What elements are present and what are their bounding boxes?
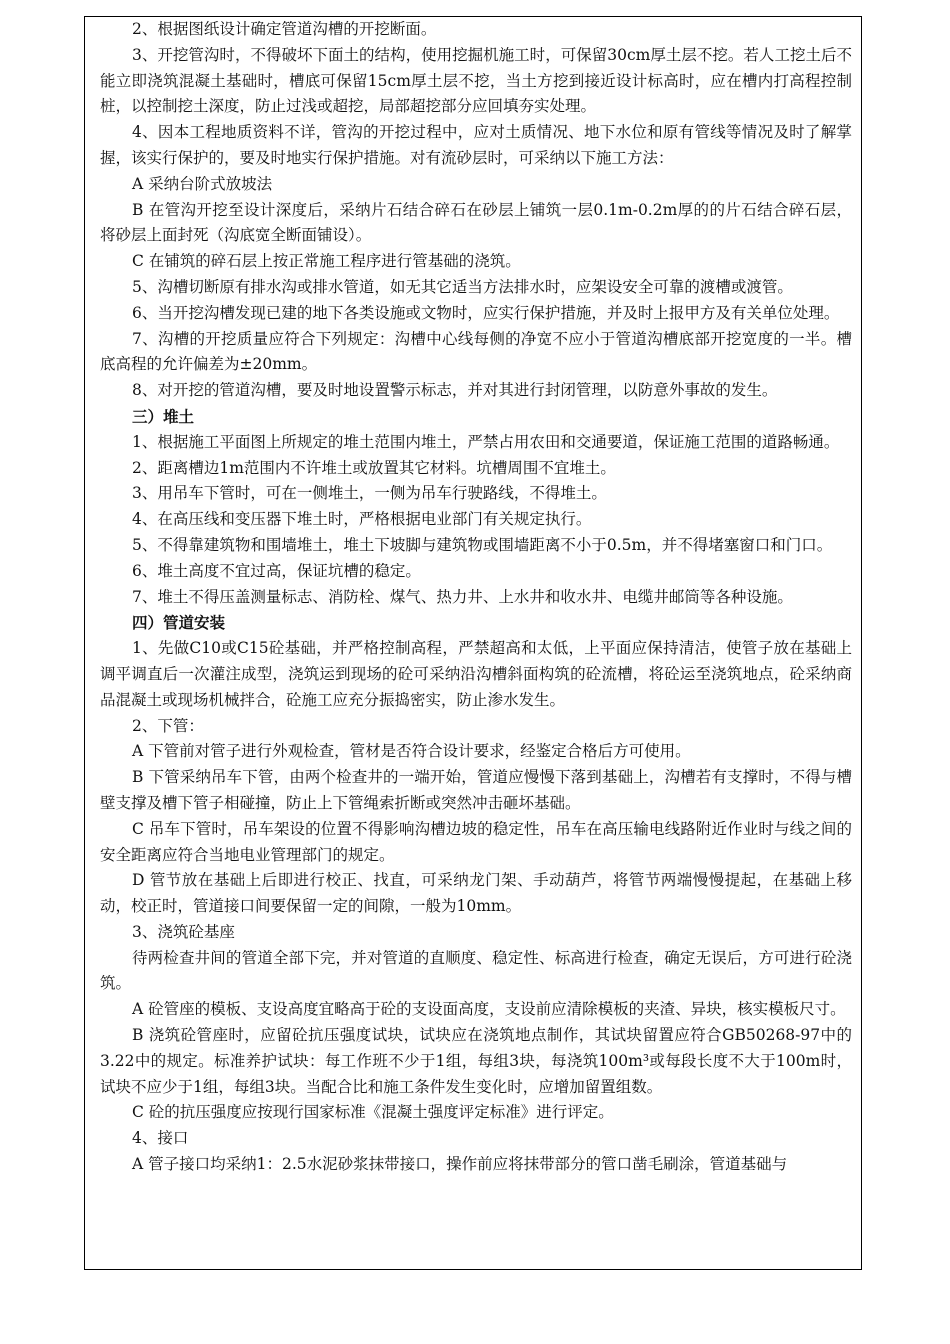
paragraph: 8、对开挖的管道沟槽，要及时地设置警示标志，并对其进行封闭管理，以防意外事故的发生。 <box>132 381 778 400</box>
paragraph: 1、根据施工平面图上所规定的堆土范围内堆土，严禁占用农田和交通要道，保证施工范围的道路畅通。 <box>132 432 840 451</box>
paragraph: 2、下管： <box>132 716 204 735</box>
paragraph: 1、先做C10或C15砼基础，并严格控制高程，严禁超高和太低，上平面应保持清洁，使管子放在基础上调平调直后一次灌注成型，浇筑运到现场的砼可采纳沿沟槽斜面构筑的砼流槽，将砼运至浇筑地点，砼采纳商品混凝土或现场机械拌合，砼施工应充分振捣密实，防止渗水发生。 <box>100 639 852 709</box>
paragraph: 3、浇筑砼基座 <box>132 922 235 941</box>
paragraph: C 吊车下管时，吊车架设的位置不得影响沟槽边坡的稳定性，吊车在高压输电线路附近作业时与线之间的安全距离应符合当地电业管理部门的规定。 <box>100 819 852 864</box>
paragraph: 5、沟槽切断原有排水沟或排水管道，如无其它适当方法排水时，应架设安全可靠的渡槽或渡管。 <box>132 277 793 296</box>
paragraph: A 管子接口均采纳1：2.5水泥砂浆抹带接口，操作前应将抹带部分的管口凿毛刷涂，管道基础与 <box>132 1155 788 1174</box>
paragraph: D 管节放在基础上后即进行校正、找直，可采纳龙门架、手动葫芦，将管节两端慢慢提起，在基础上移动，校正时，管道接口间要保留一定的间隙，一般为10mm。 <box>100 871 852 916</box>
paragraph: A 采纳台阶式放坡法 <box>132 174 273 193</box>
section-heading: 四）管道安装 <box>132 613 226 633</box>
paragraph: 4、在高压线和变压器下堆土时，严格根据电业部门有关规定执行。 <box>132 510 592 529</box>
document-body <box>100 17 852 1178</box>
paragraph: A 下管前对管子进行外观检查，管材是否符合设计要求，经鉴定合格后方可使用。 <box>132 742 691 761</box>
paragraph: B 下管采纳吊车下管，由两个检查井的一端开始，管道应慢慢下落到基础上，沟槽若有支撑时，不得与槽壁支撑及槽下管子相碰撞，防止上下管绳索折断或突然冲击砸坏基础。 <box>100 768 852 812</box>
paragraph: B 浇筑砼管座时，应留砼抗压强度试块，试块应在浇筑地点制作，其试块留置应符合GB50268-97中的3.22中的规定。标准养护试块：每工作班不少于1组，每组3块，每浇筑100m³或每段长度不大于100m时，试块不应少于1组，每组3块。当配合比和施工条件发生变化时，应增加留置组数。 <box>100 1026 852 1096</box>
paragraph: 4、接口 <box>132 1129 189 1148</box>
paragraph: 6、堆土高度不宜过高，保证坑槽的稳定。 <box>132 561 421 580</box>
paragraph: 待两检查井间的管道全部下完，并对管道的直顺度、稳定性、标高进行检查，确定无误后，方可进行砼浇筑。 <box>100 948 852 993</box>
paragraph: C 在铺筑的碎石层上按正常施工程序进行管基础的浇筑。 <box>132 252 521 271</box>
paragraph: 7、堆土不得压盖测量标志、消防栓、煤气、热力井、上水井和收水井、电缆井邮筒等各种设施。 <box>132 587 793 606</box>
paragraph: 2、距离槽边1m范围内不许堆土或放置其它材料。坑槽周围不宜堆土。 <box>132 458 616 477</box>
paragraph: A 砼管座的模板、支设高度宜略高于砼的支设面高度，支设前应清除模板的夹渣、异块，核实模板尺寸。 <box>132 1000 846 1019</box>
paragraph: 2、根据图纸设计确定管道沟槽的开挖断面。 <box>132 20 437 38</box>
section-heading: 三）堆土 <box>132 406 195 426</box>
paragraph: C 砼的抗压强度应按现行国家标准《混凝土强度评定标准》进行评定。 <box>132 1103 614 1122</box>
paragraph: 4、因本工程地质资料不详，管沟的开挖过程中，应对土质情况、地下水位和原有管线等情况及时了解掌握，该实行保护的，要及时地实行保护措施。对有流砂层时，可采纳以下施工方法： <box>100 123 852 167</box>
paragraph: 7、沟槽的开挖质量应符合下列规定：沟槽中心线每侧的净宽不应小于管道沟槽底部开挖宽度的一半。槽底高程的允许偏差为±20mm。 <box>100 329 852 374</box>
paragraph: 5、不得靠建筑物和围墙堆土，堆土下坡脚与建筑物或围墙距离不小于0.5m，并不得堵塞窗口和门口。 <box>132 535 833 554</box>
paragraph: 6、当开挖沟槽发现已建的地下各类设施或文物时，应实行保护措施，并及时上报甲方及有关单位处理。 <box>132 303 840 322</box>
paragraph: B 在管沟开挖至设计深度后，采纳片石结合碎石在砂层上铺筑一层0.1m-0.2m厚的的片石结合碎石层，将砂层上面封死（沟底宽全断面铺设）。 <box>100 200 852 245</box>
paragraph: 3、开挖管沟时，不得破坏下面土的结构，使用挖掘机施工时，可保留30cm厚土层不挖。若人工挖土后不能立即浇筑混凝土基础时，槽底可保留15cm厚土层不挖，当土方挖到接近设计标高时，应在槽内打高程控制桩，以控制挖土深度，防止过浅或超挖，局部超挖部分应回填夯实处理。 <box>100 45 852 116</box>
paragraph: 3、用吊车下管时，可在一侧堆土，一侧为吊车行驶路线，不得堆土。 <box>132 484 607 503</box>
